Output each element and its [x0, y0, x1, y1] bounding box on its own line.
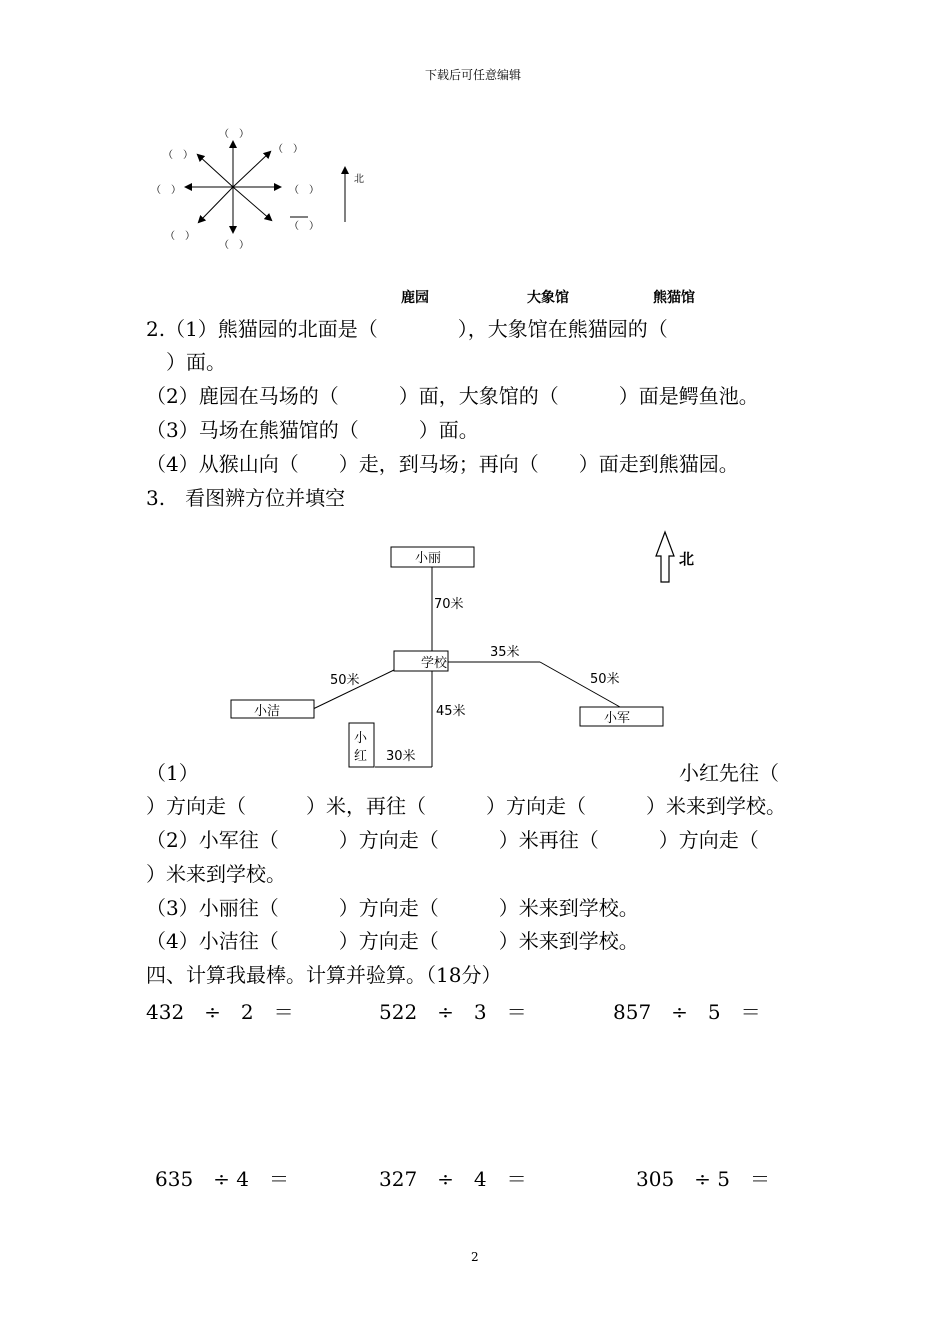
map-label-xiaoli: 小丽: [415, 551, 442, 566]
label-deer-park: 鹿园: [401, 290, 429, 306]
page-number: 2: [471, 1250, 479, 1264]
q3-a4: （4）小洁往（ ）方向走（ ）米来到学校。: [146, 929, 639, 953]
compass-blank-se: （ ）: [289, 221, 319, 232]
compass-blank-s: （ ）: [219, 240, 249, 251]
q2-line-3: （2）鹿园在马场的（ ）面，大象馆的（ ）面是鳄鱼池。: [146, 384, 759, 408]
q3-a2-line-2: ）米来到学校。: [146, 862, 286, 886]
map-label-xiaohong-2: 红: [354, 749, 368, 764]
label-panda-house: 熊猫馆: [653, 290, 695, 306]
map-label-xiaohong-1: 小: [354, 731, 368, 746]
map-label-xiaojun: 小军: [604, 711, 631, 726]
compass-blank-w: （ ）: [151, 185, 181, 196]
compass-blank-sw: （ ）: [165, 231, 195, 242]
map-distance-45: 45米: [436, 704, 466, 719]
map-distance-70: 70米: [434, 597, 464, 612]
map-label-school: 学校: [421, 656, 448, 671]
map-north-label: 北: [679, 550, 695, 568]
compass-blank-n: （ ）: [219, 129, 249, 140]
map-diagram: [0, 520, 950, 820]
q2-line-4: （3）马场在熊猫馆的（ ）面。: [146, 418, 479, 442]
q4-eq-1: 432 ÷ 2 ＝: [146, 1000, 294, 1024]
q3-title: 3. 看图辨方位并填空: [146, 486, 346, 510]
q4-eq-4: 635 ÷ 4 ＝: [155, 1167, 290, 1191]
label-elephant-house: 大象馆: [527, 290, 569, 306]
map-distance-35: 35米: [490, 645, 520, 660]
q4-eq-5: 327 ÷ 4 ＝: [379, 1167, 527, 1191]
q3-a1-line-2: ）方向走（ ）米，再往（ ）方向走（ ）米来到学校。: [146, 794, 786, 818]
compass-blank-nw: （ ）: [163, 150, 193, 161]
map-distance-50-right: 50米: [590, 672, 620, 687]
q4-eq-3: 857 ÷ 5 ＝: [613, 1000, 761, 1024]
compass-blank-ne: （ ）: [273, 144, 303, 155]
map-distance-30: 30米: [386, 749, 416, 764]
q4-eq-6: 305 ÷ 5 ＝: [636, 1167, 771, 1191]
q3-a2-line-1: （2）小军往（ ）方向走（ ）米再往（ ）方向走（: [146, 828, 759, 852]
q4-eq-2: 522 ÷ 3 ＝: [379, 1000, 527, 1024]
compass-blank-e: （ ）: [289, 185, 319, 196]
q2-line-2: ）面。: [146, 350, 226, 374]
map-label-xiaojie: 小洁: [254, 704, 281, 719]
q3-a1-left: （1）: [146, 761, 199, 785]
q2-line-1: 2.（1）熊猫园的北面是（ ），大象馆在熊猫园的（: [146, 317, 668, 341]
page-header: 下载后可任意编辑: [425, 68, 522, 82]
q2-line-5: （4）从猴山向（ ）走，到马场；再向（ ）面走到熊猫园。: [146, 452, 739, 476]
compass-north-label: 北: [354, 174, 364, 185]
q4-title: 四、计算我最棒。计算并验算。（18分）: [146, 963, 502, 987]
compass-diagram: [0, 0, 950, 280]
map-distance-50-left: 50米: [330, 673, 360, 688]
q3-a3: （3）小丽往（ ）方向走（ ）米来到学校。: [146, 896, 639, 920]
q3-a1-right: 小红先往（: [679, 761, 779, 785]
